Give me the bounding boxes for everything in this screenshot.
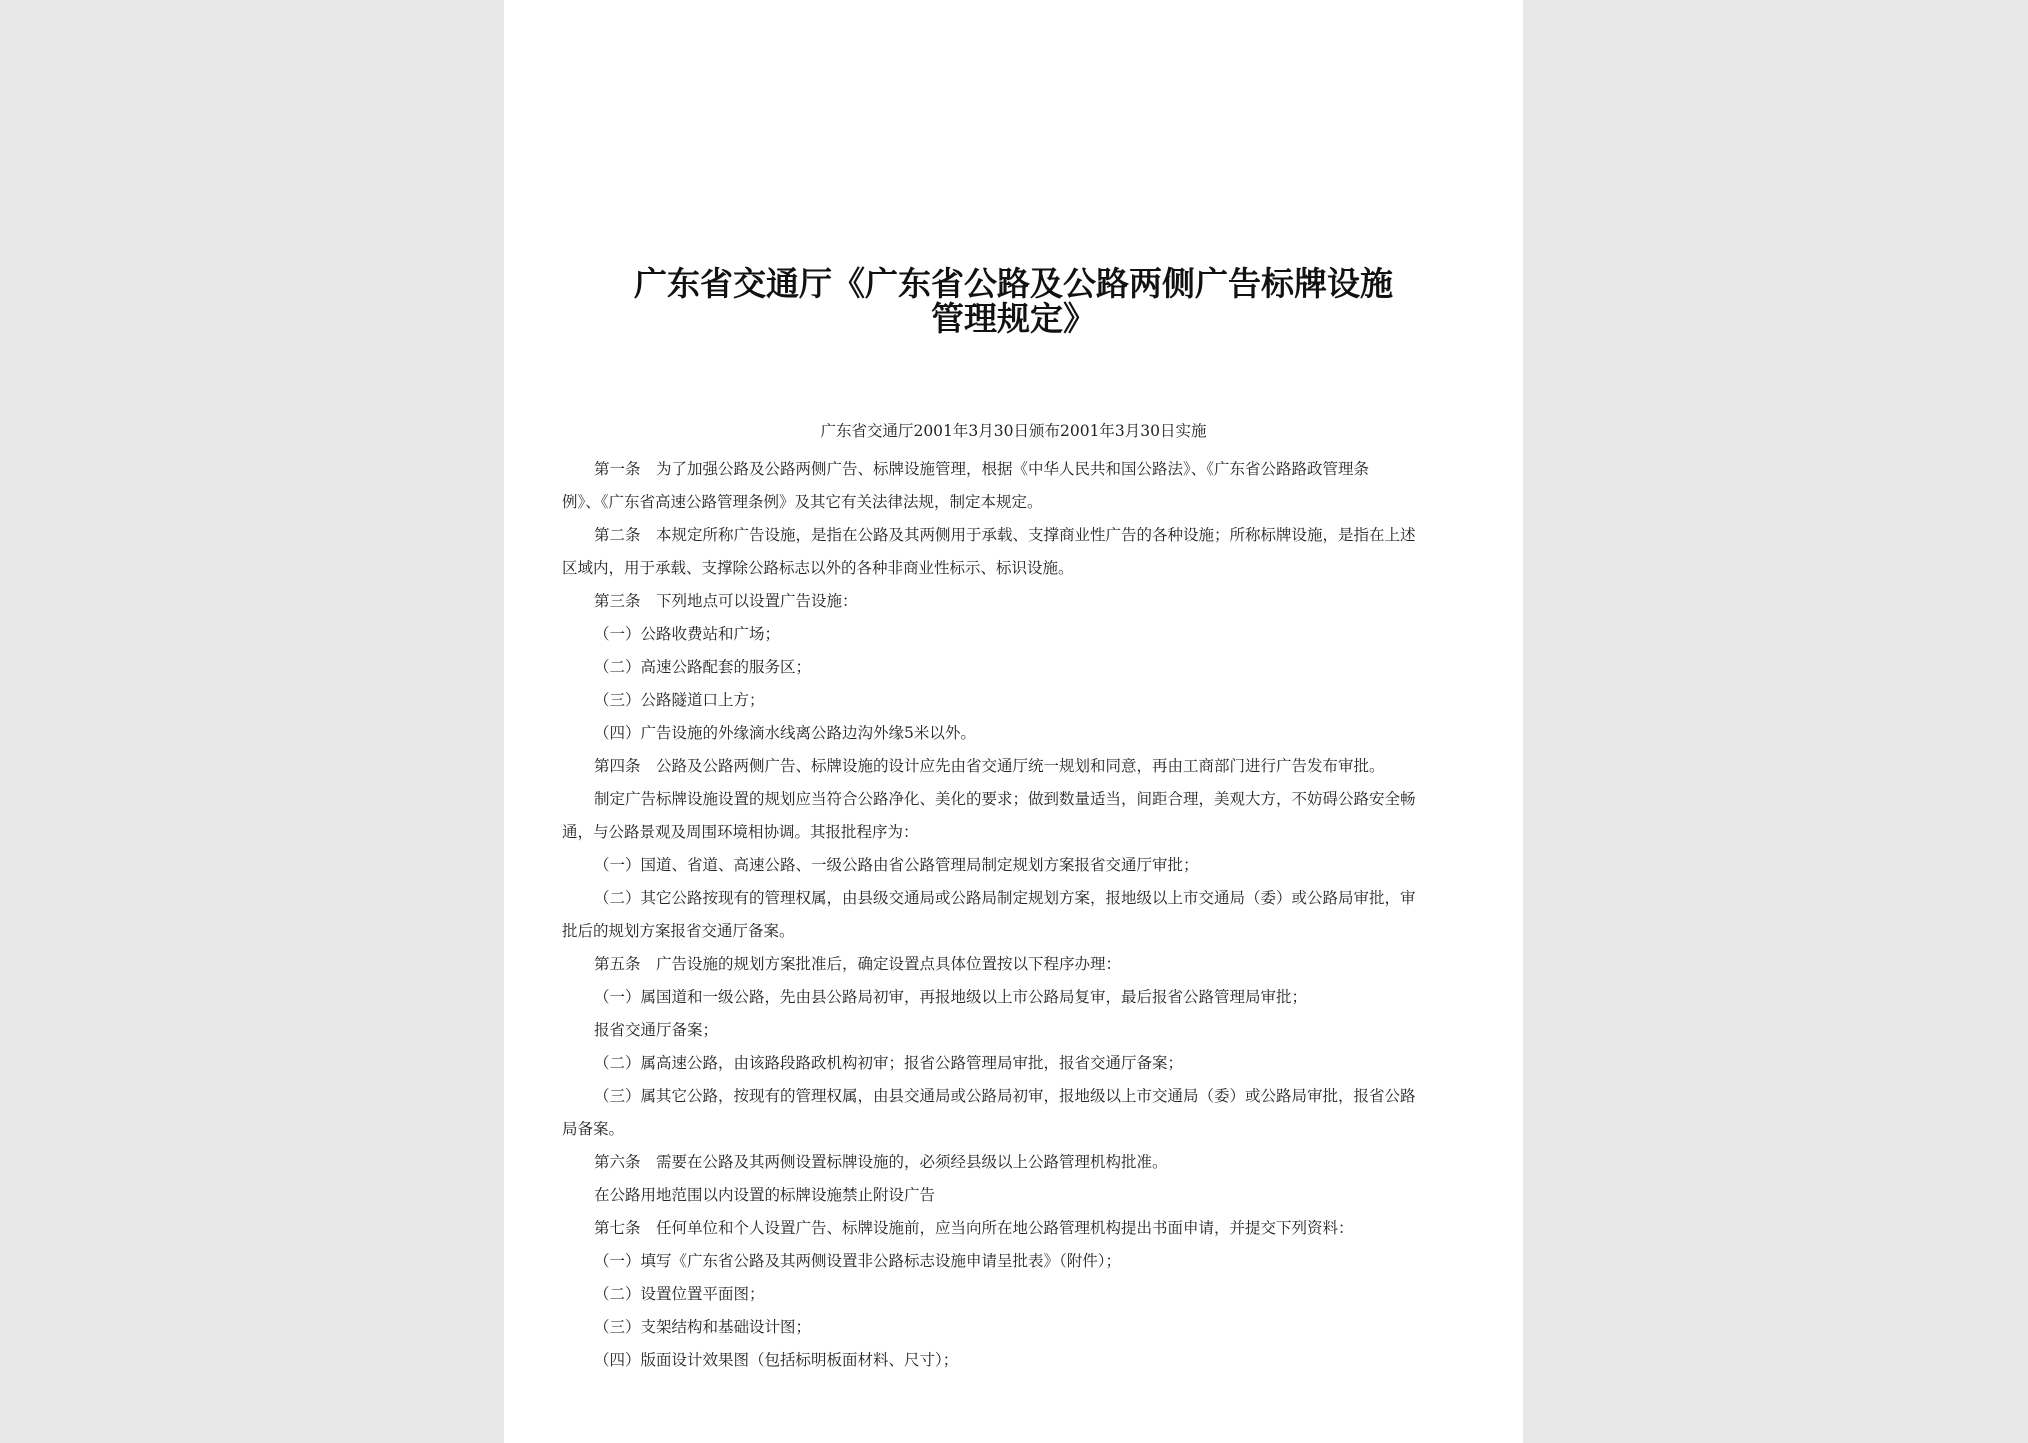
paragraph-line: 区域内，用于承载、支撑除公路标志以外的各种非商业性标示、标识设施。 (562, 559, 1074, 577)
document-subtitle: 广东省交通厅2001年3月30日颁布2001年3月30日实施 (820, 422, 1207, 440)
paragraph-line: （一）填写《广东省公路及其两侧设置非公路标志设施申请呈批表》（附件）； (594, 1252, 1122, 1270)
paragraph-line: 局备案。 (562, 1120, 625, 1138)
paragraph-line: （二）高速公路配套的服务区； (594, 658, 812, 676)
paragraph-line: （三）属其它公路，按现有的管理权属，由县交通局或公路局初审，报地级以上市交通局（委）或公路局审批，报省公路 (594, 1087, 1416, 1105)
paragraph-line: （三）支架结构和基础设计图； (594, 1318, 812, 1336)
paragraph-line: 第七条 任何单位和个人设置广告、标牌设施前，应当向所在地公路管理机构提出书面申请，并提交下列资料： (594, 1219, 1354, 1237)
document-body (562, 453, 1470, 1377)
document-title-line-1: 广东省交通厅《广东省公路及公路两侧广告标牌设施 (634, 264, 1393, 303)
paragraph-line: 第一条 为了加强公路及公路两侧广告、标牌设施管理，根据《中华人民共和国公路法》、《广东省公路路政管理条 (594, 460, 1370, 478)
paragraph-line: 通，与公路景观及周围环境相协调。其报批程序为： (562, 823, 919, 841)
paragraph-line: （二）属高速公路，由该路段路政机构初审；报省公路管理局审批，报省交通厅备案； (594, 1054, 1184, 1072)
paragraph-line: （四）版面设计效果图（包括标明板面材料、尺寸）； (594, 1351, 959, 1369)
document-page (504, 0, 1523, 1443)
paragraph-line: （二）其它公路按现有的管理权属，由县级交通局或公路局制定规划方案，报地级以上市交通局（委）或公路局审批，审 (594, 889, 1416, 907)
document-title-line-2: 管理规定》 (931, 299, 1096, 338)
paragraph-line: 批后的规划方案报省交通厅备案。 (562, 922, 795, 940)
paragraph-line: （一）属国道和一级公路，先由县公路局初审，再报地级以上市公路局复审，最后报省公路管理局审批； (594, 988, 1308, 1006)
paragraph-line: 第二条 本规定所称广告设施，是指在公路及其两侧用于承载、支撑商业性广告的各种设施；所称标牌设施，是指在上述 (594, 526, 1416, 544)
paragraph-line: 制定广告标牌设施设置的规划应当符合公路净化、美化的要求；做到数量适当，间距合理，美观大方，不妨碍公路安全畅 (594, 790, 1416, 808)
paragraph-line: 第三条 下列地点可以设置广告设施： (594, 592, 858, 610)
paragraph-line: 报省交通厅备案； (594, 1021, 719, 1039)
paragraph-line: 例》、《广东省高速公路管理条例》及其它有关法律法规，制定本规定。 (562, 493, 1043, 511)
paragraph-line: 第五条 广告设施的规划方案批准后，确定设置点具体位置按以下程序办理： (594, 955, 1122, 973)
paragraph-line: 第四条 公路及公路两侧广告、标牌设施的设计应先由省交通厅统一规划和同意，再由工商部门进行广告发布审批。 (594, 757, 1385, 775)
paragraph-line: （一）国道、省道、高速公路、一级公路由省公路管理局制定规划方案报省交通厅审批； (594, 856, 1199, 874)
paragraph-line: 在公路用地范围以内设置的标牌设施禁止附设广告 (594, 1186, 936, 1204)
paragraph-line: 第六条 需要在公路及其两侧设置标牌设施的，必须经县级以上公路管理机构批准。 (594, 1153, 1168, 1171)
paragraph-line: （四）广告设施的外缘滴水线离公路边沟外缘5米以外。 (594, 724, 976, 742)
paragraph-line: （一）公路收费站和广场； (594, 625, 781, 643)
paragraph-line: （二）设置位置平面图； (594, 1285, 765, 1303)
paragraph-line: （三）公路隧道口上方； (594, 691, 765, 709)
